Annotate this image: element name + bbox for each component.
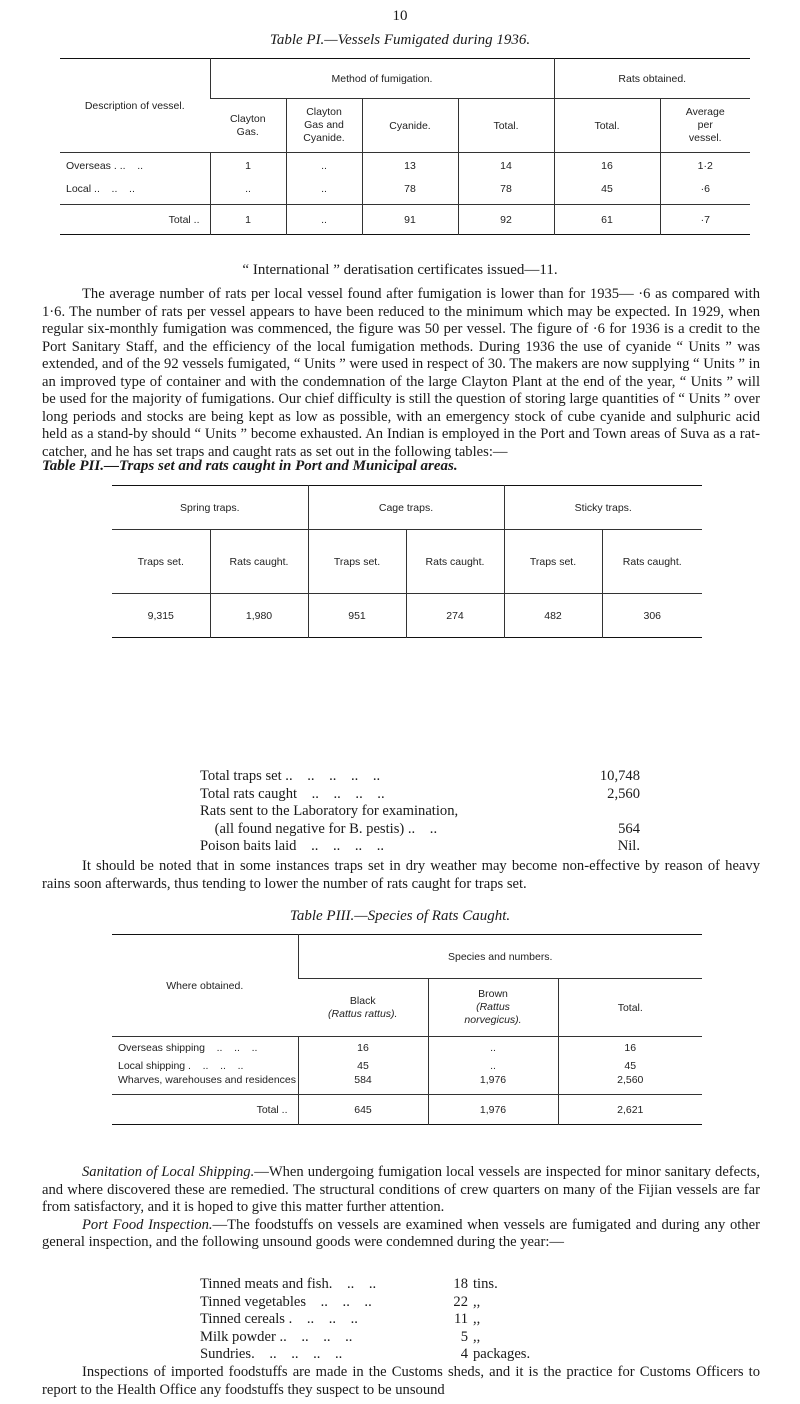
- header-rats-obtained: Rats obtained.: [554, 59, 750, 99]
- row-label: Local: [66, 182, 92, 195]
- condemned-foods-list: [200, 1276, 600, 1364]
- subheader: Traps set.: [504, 530, 602, 594]
- table-cell: 91: [362, 205, 458, 235]
- table-cell: 14: [458, 153, 554, 179]
- traps-table: [112, 485, 702, 638]
- header-method: Method of fumigation.: [210, 59, 554, 99]
- paragraph-fumigation: The average number of rats per local vessel found after fumigation is lower than for 1935— ·6 as compared with 1·6. The number of rats per vessel appears to have been reduced to the minimum which may be expected. In 1929, when regular six-monthly fumigation was commenced, the figure was 50 per vessel. The figure of ·6 for 1936 is a credit to the Port Sanitary Staff, and the efficiency of the local fumigation methods. During 1936 the use of cyanide “ Units ” was extended, and of the 92 vessels fumigated, “ Units ” were used in respect of 30. The makers are now supplying “ Units ” in an improved type of container and with the condemnation of the large Clayton Plant at the end of the year, “ Units ” will be used for the majority of fumigations. Our chief difficulty is still the question of storing large quantities of “ Units ” over long periods and stocks are being kept as low as possible, with an emergency stock of cube cyanide and sulphuric acid held as a stand-by should “ Units ” become exhausted. An Indian is employed in the Port and Town areas of Suva as a rat-catcher, and he has set traps and caught rats as set out in the following tables:—: [42, 286, 760, 460]
- header-where-obtained: Where obtained.: [112, 935, 298, 1037]
- table-cell: 16: [298, 1037, 428, 1059]
- table8-caption: Table PIII.—Species of Rats Caught.: [289, 908, 511, 924]
- subheader-average: Average per vessel.: [660, 99, 750, 153]
- total-row: [112, 1095, 702, 1125]
- traps-summary: [200, 768, 640, 856]
- table-row: Local .. .. .. .. .. 78 78 45 ·6: [60, 179, 750, 199]
- table-cell: 274: [406, 594, 504, 638]
- table7-caption: Table PII.—Traps set and rats caught in Port and Municipal areas.: [42, 458, 458, 474]
- subheader-cyanide: Cyanide.: [362, 99, 458, 153]
- table-cell: ·7: [660, 205, 750, 235]
- table-cell: 2,560: [558, 1073, 702, 1087]
- table-cell: 13: [362, 153, 458, 179]
- list-item: Tinned cereals . .. .. .. 11 ,,: [200, 1311, 481, 1327]
- list-item: Tinned meats and fish. .. .. 18 tins.: [200, 1276, 498, 1292]
- table-cell: 1: [210, 205, 286, 235]
- table-cell: 1,976: [428, 1095, 558, 1125]
- table-cell: ..: [286, 205, 362, 235]
- table-cell: 45: [298, 1059, 428, 1073]
- table-cell: 78: [362, 179, 458, 199]
- summary-row: Total traps set .. .. .. .. .. 10,748: [200, 768, 640, 784]
- total-row: [60, 205, 750, 235]
- table-cell: 9,315: [112, 594, 210, 638]
- sanitation-heading: Sanitation of Local Shipping.: [82, 1164, 255, 1180]
- total-label: Total ..: [60, 205, 210, 235]
- table-cell: 1,980: [210, 594, 308, 638]
- subheader-black: Black (Rattus rattus).: [298, 979, 428, 1037]
- table-cell: 45: [558, 1059, 702, 1073]
- table-cell: 16: [558, 1037, 702, 1059]
- subheader-total-vessels: Total.: [458, 99, 554, 153]
- subheader: Traps set.: [308, 530, 406, 594]
- table-cell: 645: [298, 1095, 428, 1125]
- table-cell: 1: [210, 153, 286, 179]
- subheader-total: Total.: [558, 979, 702, 1037]
- table-cell: ..: [286, 179, 362, 199]
- subheader-clayton-cyanide: Clayton Gas and Cyanide.: [286, 99, 362, 153]
- table-cell: 306: [602, 594, 702, 638]
- certificates-line: “ International ” deratisation certificates issued—11.: [242, 262, 558, 278]
- list-item: Sundries. .. .. .. .. 4 packages.: [200, 1346, 531, 1362]
- row-label: Local shipping . .. .. ..: [118, 1059, 244, 1072]
- page-number: 10: [392, 8, 408, 24]
- table-cell: 45: [554, 179, 660, 199]
- paragraph-inspections: Inspections of imported foodstuffs are made in the Customs sheds, and it is the practice for Customs Officers to report to the Health Office any foodstuffs they suspect to be unsound: [42, 1364, 760, 1398]
- table-cell: 61: [554, 205, 660, 235]
- paragraph-weather: It should be noted that in some instances traps set in dry weather may become non-effective by reason of heavy rains soon afterwards, thus tending to lower the number of rats caught for traps set.: [42, 858, 760, 892]
- table-cell: ..: [210, 179, 286, 199]
- table-cell: 2,621: [558, 1095, 702, 1125]
- table-cell: 584: [298, 1073, 428, 1087]
- food-heading: Port Food Inspection.: [82, 1216, 213, 1233]
- table-cell: 482: [504, 594, 602, 638]
- table-row: [112, 1059, 702, 1073]
- total-label: Total ..: [112, 1095, 298, 1125]
- list-item: Milk powder .. .. .. .. 5 ,,: [200, 1328, 481, 1345]
- summary-row: (all found negative for B. pestis) .. .. 564: [200, 820, 640, 837]
- table-cell: ·6: [660, 179, 750, 199]
- subheader-brown: Brown (Rattus norvegicus).: [428, 979, 558, 1037]
- table-row: [112, 1073, 702, 1087]
- table-row: [112, 1037, 702, 1059]
- table-cell: 1·2: [660, 153, 750, 179]
- summary-row: Total rats caught .. .. .. .. 2,560: [200, 785, 640, 802]
- row-label: Wharves, warehouses and residences: [118, 1073, 297, 1086]
- table-cell: ..: [286, 153, 362, 179]
- table-cell: 16: [554, 153, 660, 179]
- subheader-clayton-gas: Clayton Gas.: [210, 99, 286, 153]
- species-table: [112, 934, 702, 1125]
- table-cell: 951: [308, 594, 406, 638]
- subheader: Traps set.: [112, 530, 210, 594]
- row-label: Overseas shipping .. .. ..: [118, 1041, 258, 1054]
- row-label: Overseas .: [66, 159, 117, 172]
- table-cell: 1,976: [428, 1073, 558, 1087]
- vessels-fumigated-table: [60, 58, 750, 235]
- summary-row: Rats sent to the Laboratory for examination,: [200, 803, 459, 819]
- paragraph-sanitation: Sanitation of Local Shipping.—When undergoing fumigation local vessels are inspected for minor sanitary defects, and where discovered these are remedied. The structural conditions of crew quarters on many of the Fijian vessels are far from satisfactory, and it is hoped to give this matter further attention. Port Food Inspection.—The foodstuffs on vessels are examined when vessels are fumigated and during any other general inspection, and the following unsound goods were condemned during the year:—: [42, 1164, 760, 1250]
- table-row: Overseas . .. .. 1 .. 13 14 16 1·2: [60, 153, 750, 179]
- header-cage-traps: Cage traps.: [308, 486, 504, 530]
- header-spring-traps: Spring traps.: [112, 486, 308, 530]
- header-sticky-traps: Sticky traps.: [504, 486, 702, 530]
- summary-row: Poison baits laid .. .. .. .. Nil.: [200, 838, 640, 854]
- table6-caption: Table PI.—Vessels Fumigated during 1936.: [269, 32, 531, 48]
- table-cell: ..: [428, 1037, 558, 1059]
- table-cell: 78: [458, 179, 554, 199]
- table-cell: ..: [428, 1059, 558, 1073]
- table-cell: 92: [458, 205, 554, 235]
- header-description: Description of vessel.: [60, 59, 210, 153]
- subheader: Rats caught.: [602, 530, 702, 594]
- table-row: [112, 594, 702, 638]
- list-item: Tinned vegetables .. .. .. 22 ,,: [200, 1293, 481, 1310]
- subheader: Rats caught.: [406, 530, 504, 594]
- subheader-total-rats: Total.: [554, 99, 660, 153]
- header-species: Species and numbers.: [298, 935, 702, 979]
- subheader: Rats caught.: [210, 530, 308, 594]
